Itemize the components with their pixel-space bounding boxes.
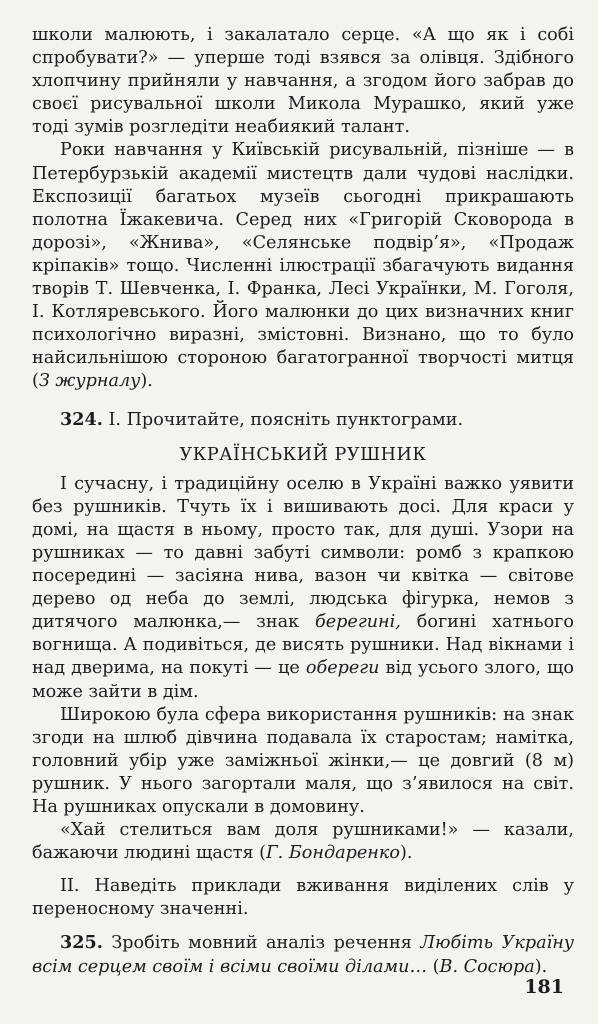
paragraph-text: «Хай стелиться вам доля рушниками!» — казали, бажаючи людині щастя ( [32, 820, 574, 864]
paragraph-text: Роки навчання у Київській рисувальній, пізніше — в Петербурзькій академії мистецтв дали чудові наслідки. Експозиції багатьох музеїв сьогодні прикрашають полотна Їжакевича. Серед них «Григорій Сковорода в дорозі», «Жнива», «Селянське подвір’я», «Продаж кріпаків» тощо. Численні ілюстрації збагачують видання творів Т. Шевченка, І. Франка, Лесі Українки, М. Гоголя, І. Котляревського. Його малюнки до цих визначних книг психологічно виразні, змістовні. Визнано, що то було найсильнішою стороною багатогранної творчості митця ( [32, 140, 574, 392]
task-324-part-2: ІІ. Наведіть приклади вживання виділених слів у переносному значенні. [32, 876, 574, 920]
source-citation: В. Сосюра [439, 956, 535, 977]
source-citation: З журналу [38, 371, 141, 392]
task-text: Зробіть мовний аналіз речення [102, 933, 421, 954]
paragraph-end: ). [140, 371, 153, 392]
paragraph-wish [32, 819, 574, 865]
page-number: 181 [524, 976, 564, 998]
highlighted-word: берегині, [315, 612, 401, 633]
paragraph-end: ). [399, 843, 413, 864]
task-text: ). [534, 956, 548, 977]
analysis-sentence: Любіть Україну всім серцем своїм і всіми своїми ділами… [32, 933, 574, 977]
paragraph-text: богині хатнього вогнища. А подивіться, де висять рушники. Над вікнами і над дверима, на покуті — це [32, 612, 574, 679]
task-text: ( [427, 956, 440, 977]
task-number: 324. [60, 408, 103, 430]
source-citation: Г. Бондаренко [266, 843, 400, 864]
paragraph-rushnyk [32, 473, 574, 704]
paragraph-continuation: школи малюють, і закалатало серце. «А що як і собі спробувати?» — уперше тоді взявся за олівця. Здібного хлопчину прийняли у навчання, а згодом його забрав до своєї рисувальної школи Микола Мурашко, який уже тоді зумів розгледіти неабиякий талант. [32, 25, 574, 138]
task-325 [32, 931, 574, 978]
task-324 [32, 408, 574, 432]
highlighted-word: обереги [305, 658, 380, 679]
paragraph-usage: Широкою була сфера використання рушників: на знак згоди на шлюб дівчина подавала їх старостам; намітка, головний убір уже заміжньої жінки,— це довгий (8 м) рушник. У нього загортали маля, що з’явилося на світ. На рушниках опускали в домовину. [32, 704, 574, 817]
paragraph-text: І сучасну, і традиційну оселю в Україні важко уявити без рушників. Тчуть їх і вишивають досі. Для краси у домі, на щастя в ньому, просто так, для душі. Узори на рушниках — то давні забуті символи: ромб з крапкою посередині — засіяна нива, вазон чи квітка — світове дерево од неба до землі, людська фігурка, немов з дитячого малюнка,— знак [32, 473, 574, 633]
page-text [32, 24, 574, 979]
paragraph-izhakevych [32, 139, 574, 393]
paragraph-text: від усього злого, що може зайти в дім. [32, 658, 574, 702]
task-number: 325. [60, 932, 103, 954]
text-heading: УКРАЇНСЬКИЙ РУШНИК [179, 444, 427, 465]
task-text: І. Прочитайте, поясніть пунктограми. [102, 409, 464, 430]
